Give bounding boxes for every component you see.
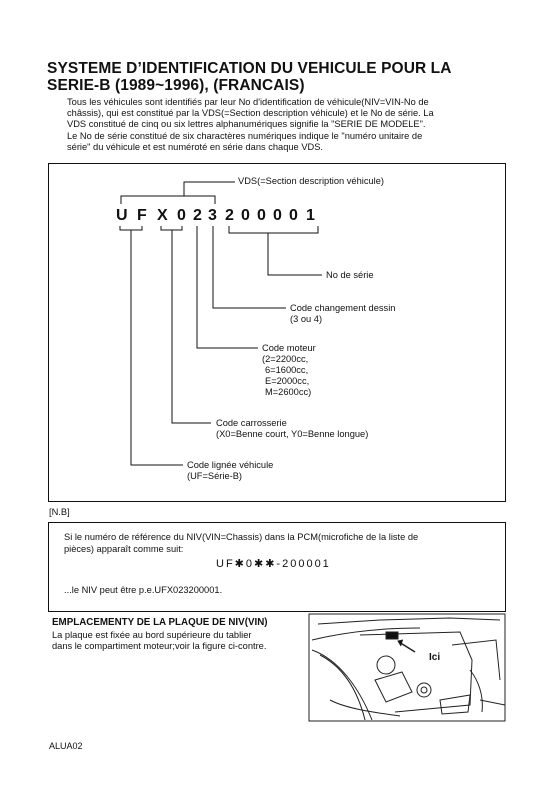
engine-code-line: (2=2200cc, bbox=[262, 354, 309, 364]
figure-label-ici: Ici bbox=[429, 652, 441, 663]
body-code-line: Code carrosserie bbox=[216, 418, 287, 428]
vin-char: 0 bbox=[257, 207, 266, 224]
engine-code-line: E=2000cc, bbox=[265, 376, 310, 386]
nb-label: [N.B] bbox=[49, 507, 70, 517]
engine-code-line: M=2600cc) bbox=[265, 387, 312, 397]
pcm-code: UF✱0✱✱-200001 bbox=[216, 558, 331, 570]
footer-code: ALUA02 bbox=[49, 741, 83, 751]
vin-plate bbox=[386, 632, 398, 639]
vin-char: 0 bbox=[273, 207, 282, 224]
title-line-1: SYSTEME D’IDENTIFICATION DU VEHICULE POUR LA bbox=[47, 60, 452, 77]
engine-code-line: Code moteur bbox=[262, 343, 316, 353]
fender bbox=[312, 650, 372, 720]
nb-example: ...le NIV peut être p.e.UFX023200001. bbox=[64, 585, 223, 595]
vin-char: 2 bbox=[225, 207, 234, 224]
vin-char: X bbox=[157, 207, 168, 224]
vds-label: VDS(=Section description véhicule) bbox=[238, 176, 384, 186]
intro-line: série" du véhicule et est numéroté en série dans chaque VDS. bbox=[67, 141, 324, 152]
nb-text-1: Si le numéro de référence du NIV(VIN=Chassis) dans la PCM(microfiche de la liste de bbox=[64, 532, 419, 542]
vin-char: 1 bbox=[306, 207, 315, 224]
engine-code-line: 6=1600cc, bbox=[265, 365, 309, 375]
vin-char: 2 bbox=[193, 207, 202, 224]
vin-char: 0 bbox=[289, 207, 298, 224]
body-code-line: (X0=Benne court, Y0=Benne longue) bbox=[216, 429, 369, 439]
line-code-line: Code lignée véhicule bbox=[187, 460, 274, 470]
serial-label: No de série bbox=[326, 270, 374, 280]
intro-line: VDS constitué de cinq ou six lettres alphanumériques signifie la "SERIE DE MODELE". bbox=[67, 119, 426, 130]
vin-char: 0 bbox=[241, 207, 250, 224]
location-title: EMPLACEMENTY DE LA PLAQUE DE NIV(VIN) bbox=[52, 617, 268, 628]
intro-line: châssis), qui est constitué par la VDS(=Section description véhicule) et le No de série. La bbox=[67, 108, 434, 119]
design-change-line: (3 ou 4) bbox=[290, 314, 323, 324]
vin-char: 3 bbox=[208, 207, 217, 224]
title-line-2: SERIE-B (1989~1996), (FRANCAIS) bbox=[47, 77, 305, 94]
location-text-line: La plaque est fixée au bord supérieure du tablier bbox=[52, 630, 252, 640]
vin-char: F bbox=[137, 207, 147, 224]
intro-line: Tous les véhicules sont identifiés par leur No d'identification de véhicule(NIV=VIN-No de bbox=[67, 97, 429, 107]
design-change-line: Code changement dessin bbox=[290, 303, 396, 313]
location-text-line: dans le compartiment moteur;voir la figure ci-contre. bbox=[52, 641, 267, 651]
line-code-line: (UF=Série-B) bbox=[187, 471, 243, 481]
intro-line: Le No de série constitué de six charactères numériques indique le "numéro unitaire de bbox=[67, 130, 423, 141]
vin-char: 0 bbox=[177, 207, 186, 224]
nb-text-2: pièces) apparaît comme suit: bbox=[64, 544, 184, 554]
cowl-edge bbox=[318, 618, 500, 624]
vin-char: U bbox=[116, 207, 128, 224]
